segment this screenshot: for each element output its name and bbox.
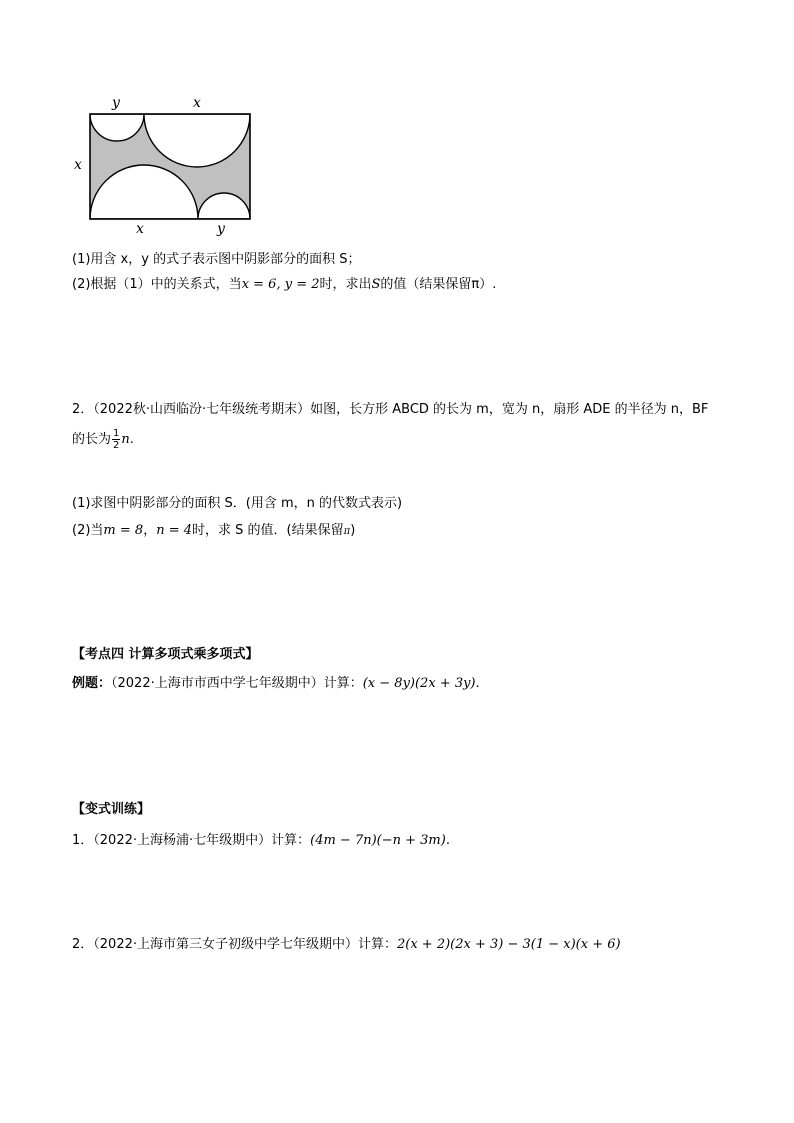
variant-item-1-expression: (4m − 7n)(−n + 3m) [310, 833, 446, 848]
section-heading: 【考点四 计算多项式乘多项式】 [72, 647, 259, 662]
geometry-figure [60, 90, 270, 240]
condition-expr: x = 6, y = 2 [241, 277, 320, 292]
label-bottom-x: x [136, 221, 144, 237]
variant-item-2: 2．（2022·上海市第三女子初级中学七年级期中）计算：2(x + 2)(2x + 3) − 3(1 − x)(x + 6) [72, 937, 621, 952]
fraction: $\frac{1}{2}$ [113, 428, 120, 451]
label-left-x: x [74, 157, 82, 173]
variant-heading: 【变式训练】 [72, 802, 151, 817]
label-bottom-y: y [217, 221, 225, 237]
problem1-q2: (2)根据（1）中的关系式，当x = 6, y = 2时，求出S的值（结果保留π）. [72, 277, 497, 292]
label-top-y: y [112, 95, 120, 111]
problem2-q1: (1)求图中阴影部分的面积 S．(用含 m，n 的代数式表示) [72, 496, 403, 511]
problem2-q2: (2)当m = 8，n = 4时，求 S 的值．(结果保留π) [72, 523, 356, 538]
example-expression: (x − 8y)(2x + 3y) [362, 676, 476, 691]
label-top-x: x [193, 95, 201, 111]
variant-item-2-expression: 2(x + 2)(2x + 3) − 3(1 − x)(x + 6) [397, 937, 621, 952]
example-line: 例题：（2022·上海市市西中学七年级期中）计算：(x − 8y)(2x + 3y). [72, 676, 480, 691]
problem2-statement: 2．（2022秋·山西临汾·七年级统考期末）如图，长方形 ABCD 的长为 m，宽为 n，扇形 ADE 的半径为 n，BF [72, 402, 709, 417]
variant-item-1: 1．（2022·上海杨浦·七年级期中）计算：(4m − 7n)(−n + 3m). [72, 833, 450, 848]
problem2-statement-line2: 的长为 $\frac{1}{2}$ n. [72, 428, 134, 451]
problem1-q1: (1)用含 x，y 的式子表示图中阴影部分的面积 S； [72, 252, 361, 267]
